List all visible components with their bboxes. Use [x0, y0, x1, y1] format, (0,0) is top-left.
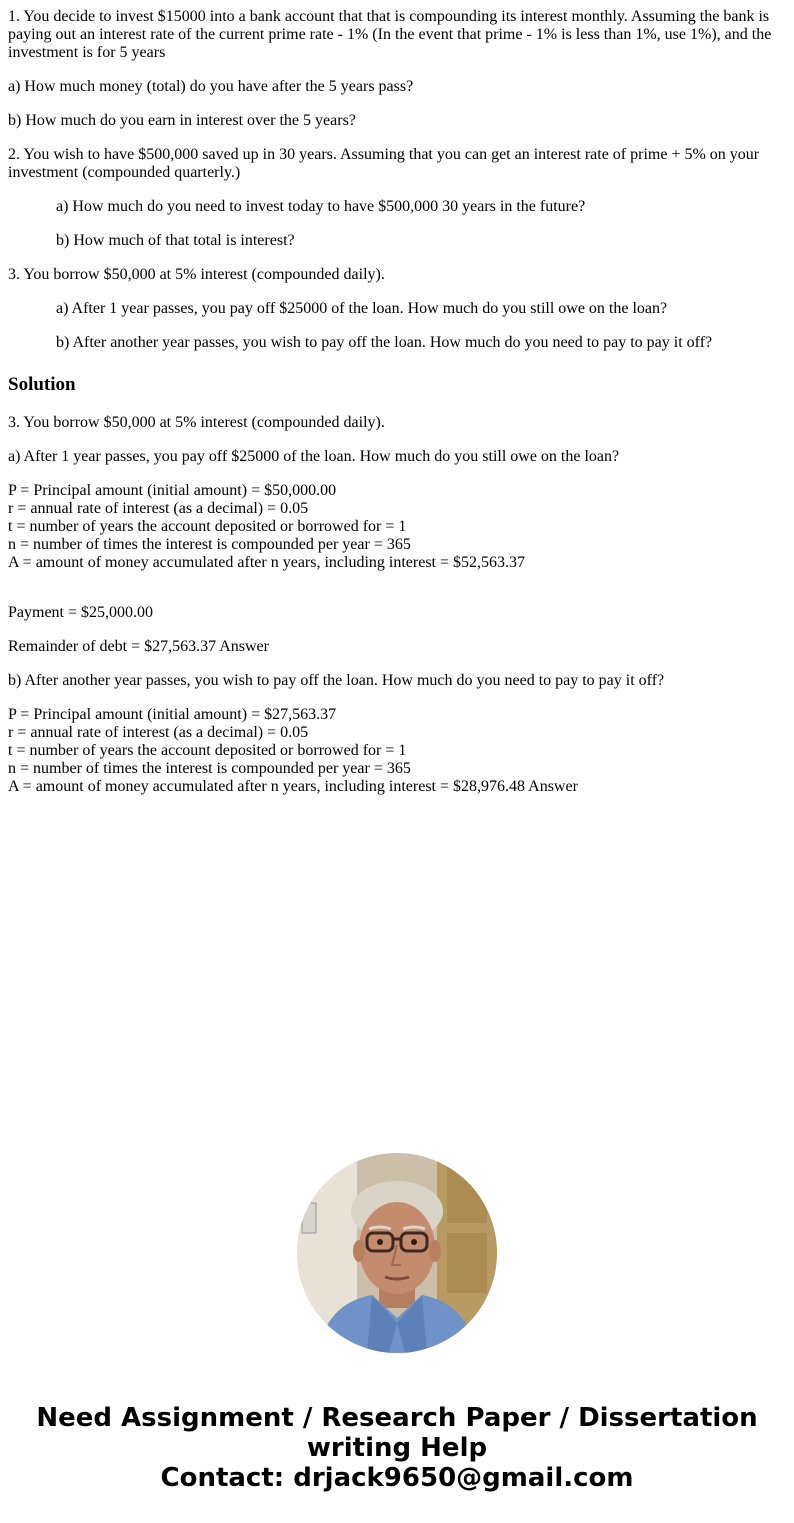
calc-line: t = number of years the account deposited or borrowed for = 1 — [8, 742, 407, 759]
solution-part-a-question: a) After 1 year passes, you pay off $25000 of the loan. How much do you still owe on the loan? — [8, 448, 620, 465]
question-1a: a) How much money (total) do you have after the 5 years pass? — [8, 78, 414, 95]
solution-intro: 3. You borrow $50,000 at 5% interest (compounded daily). — [8, 414, 385, 431]
calc-line: n = number of times the interest is compounded per year = 365 — [8, 760, 411, 777]
calc-line: A = amount of money accumulated after n years, including interest = $52,563.37 — [8, 554, 526, 571]
calc-line: n = number of times the interest is compounded per year = 365 — [8, 536, 411, 553]
question-1b: b) How much do you earn in interest over the 5 years? — [8, 112, 356, 129]
question-2a: a) How much do you need to invest today to have $500,000 30 years in the future? — [56, 198, 586, 215]
avatar — [297, 1153, 497, 1353]
payment-line: Payment = $25,000.00 — [8, 604, 154, 621]
question-1: 1. You decide to invest $15000 into a bank account that that is compounding its interest monthly. Assuming the bank is paying out an interest rate of the current prime rate - 1% (In the event that prime - 1% is less than 1%, use 1%), and the investment is for 5 years — [8, 8, 772, 61]
solution-heading: Solution — [8, 374, 76, 395]
avatar-portrait — [297, 1153, 497, 1353]
promo-banner — [0, 1403, 794, 1493]
question-3b: b) After another year passes, you wish to pay off the loan. How much do you need to pay to pay it off? — [56, 334, 713, 351]
remainder-line: Remainder of debt = $27,563.37 Answer — [8, 638, 269, 655]
question-2b: b) How much of that total is interest? — [56, 232, 295, 249]
promo-text: Need Assignment / Research Paper / Dissertation writing Help — [36, 1403, 758, 1463]
promo-contact: Contact: drjack9650@gmail.com — [160, 1463, 634, 1493]
calc-line: A = amount of money accumulated after n years, including interest = $28,976.48 Answer — [8, 778, 578, 795]
calc-line: P = Principal amount (initial amount) = $27,563.37 — [8, 706, 337, 723]
question-3a: a) After 1 year passes, you pay off $25000 of the loan. How much do you still owe on the loan? — [56, 300, 668, 317]
calc-line: r = annual rate of interest (as a decimal) = 0.05 — [8, 724, 309, 741]
calc-line: P = Principal amount (initial amount) = $50,000.00 — [8, 482, 337, 499]
document-body — [8, 8, 786, 812]
calc-line: r = annual rate of interest (as a decimal) = 0.05 — [8, 500, 309, 517]
solution-part-b-question: b) After another year passes, you wish to pay off the loan. How much do you need to pay to pay it off? — [8, 672, 665, 689]
calc-line: t = number of years the account deposited or borrowed for = 1 — [8, 518, 407, 535]
question-3: 3. You borrow $50,000 at 5% interest (compounded daily). — [8, 266, 385, 283]
question-2: 2. You wish to have $500,000 saved up in 30 years. Assuming that you can get an interest rate of prime + 5% on your investment (compounded quarterly.) — [8, 146, 760, 181]
